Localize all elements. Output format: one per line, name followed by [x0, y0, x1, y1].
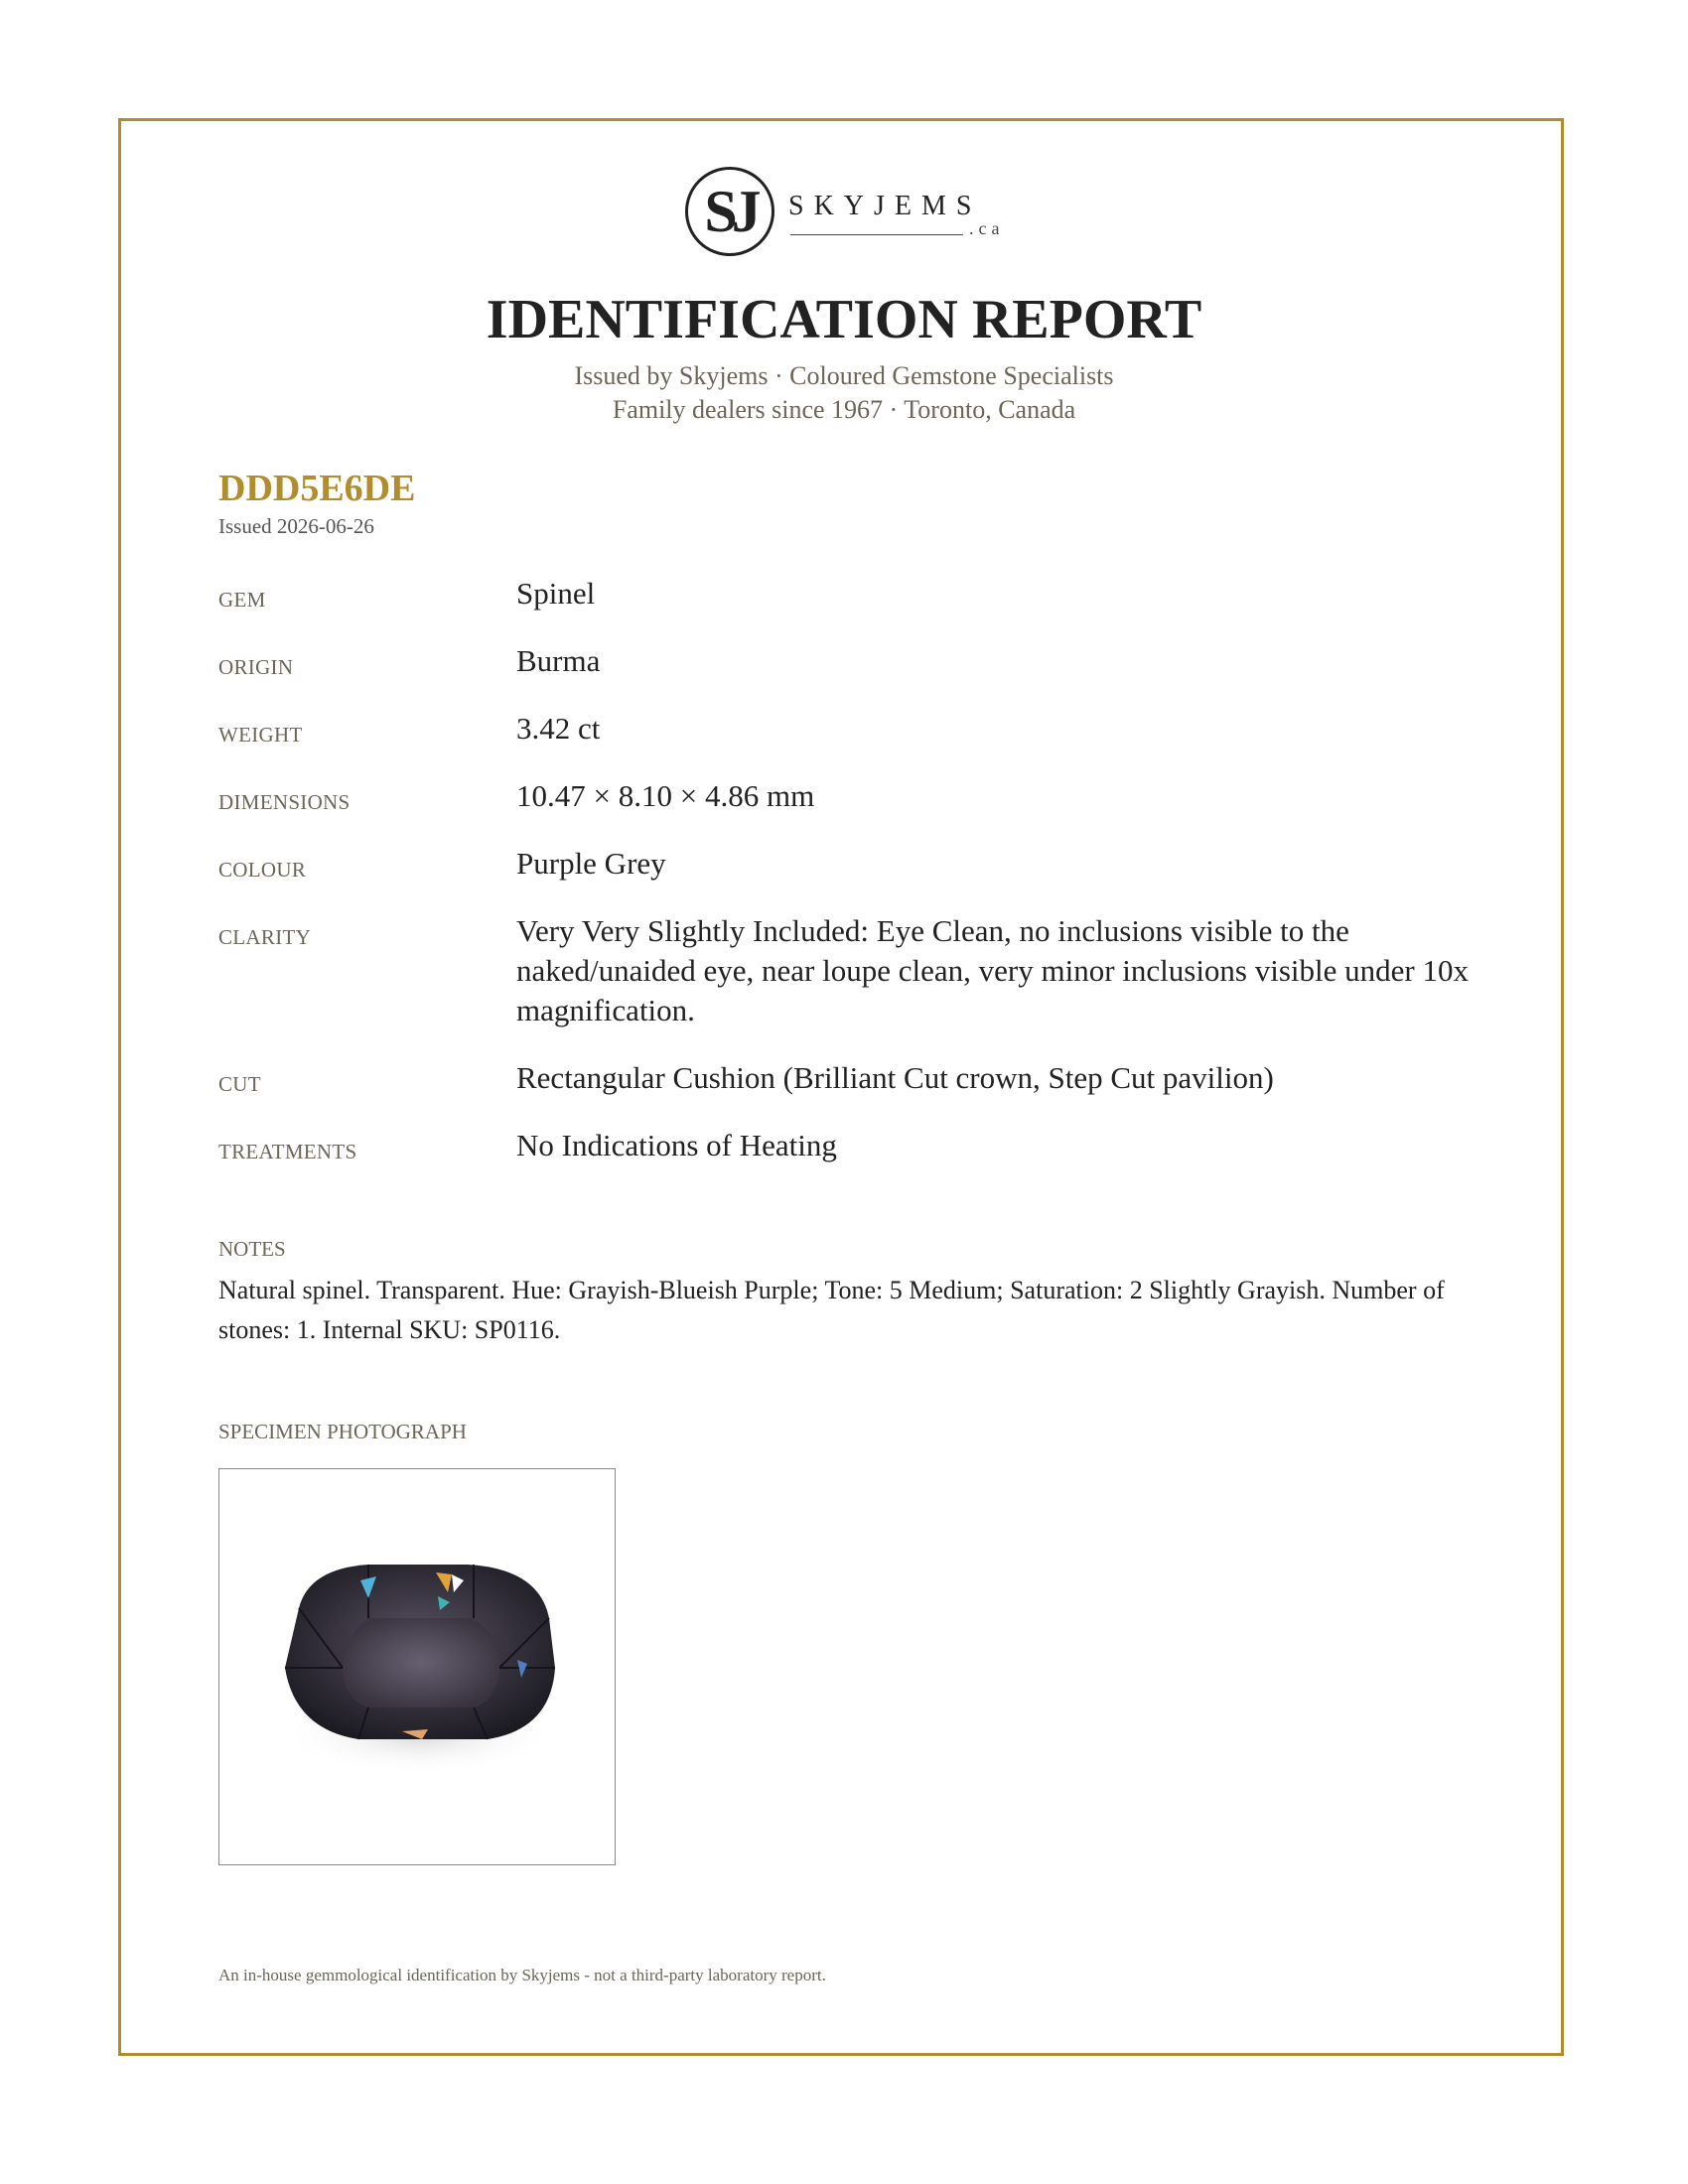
clarity-label: CLARITY: [218, 925, 312, 949]
gem-value: Spinel: [516, 576, 596, 611]
notes-text: Natural spinel. Transparent. Hue: Grayish-Blueish Purple; Tone: 5 Medium; Saturation: 2 Slightly Grayish. Number of stones: 1. Internal SKU: SP0116.: [218, 1276, 1445, 1344]
logo-divider: [790, 234, 963, 235]
gem-label: GEM: [218, 588, 266, 612]
origin-label: ORIGIN: [218, 655, 294, 679]
location-line: Family dealers since 1967 · Toronto, Canada: [612, 395, 1076, 424]
treatments-label: TREATMENTS: [218, 1140, 357, 1163]
origin-value: Burma: [516, 643, 601, 678]
dimensions-value: 10.47 × 8.10 × 4.86 mm: [516, 778, 815, 813]
photo-label: SPECIMEN PHOTOGRAPH: [218, 1420, 467, 1443]
notes-label: NOTES: [218, 1237, 286, 1261]
specimen-photograph: [218, 1468, 616, 1865]
report-title: IDENTIFICATION REPORT: [486, 289, 1202, 350]
weight-label: WEIGHT: [218, 723, 303, 747]
logo-tld: .ca: [969, 218, 1005, 238]
logo-monogram: SJ: [685, 167, 774, 256]
cut-value: Rectangular Cushion (Brilliant Cut crown, Step Cut pavilion): [516, 1060, 1274, 1095]
disclaimer: An in-house gemmological identification by Skyjems - not a third-party laboratory report.: [218, 1966, 826, 1984]
issuer-line: Issued by Skyjems · Coloured Gemstone Specialists: [574, 361, 1114, 390]
clarity-value: Very Very Slightly Included: Eye Clean, no inclusions visible to the naked/unaided eye, near loupe clean, very minor inclusions visible under 10x magnification.: [516, 913, 1469, 1027]
report-id: DDD5E6DE: [218, 468, 416, 509]
weight-value: 3.42 ct: [516, 711, 601, 746]
colour-label: COLOUR: [218, 858, 307, 882]
dimensions-label: DIMENSIONS: [218, 790, 351, 814]
cut-label: CUT: [218, 1072, 261, 1096]
gemstone-image: [219, 1469, 615, 1864]
issue-date: Issued 2026-06-26: [218, 514, 374, 538]
colour-value: Purple Grey: [516, 846, 666, 881]
skyjems-logo: [685, 167, 1013, 262]
logo-wordmark: SKYJEMS: [788, 191, 982, 221]
treatments-value: No Indications of Heating: [516, 1128, 837, 1162]
